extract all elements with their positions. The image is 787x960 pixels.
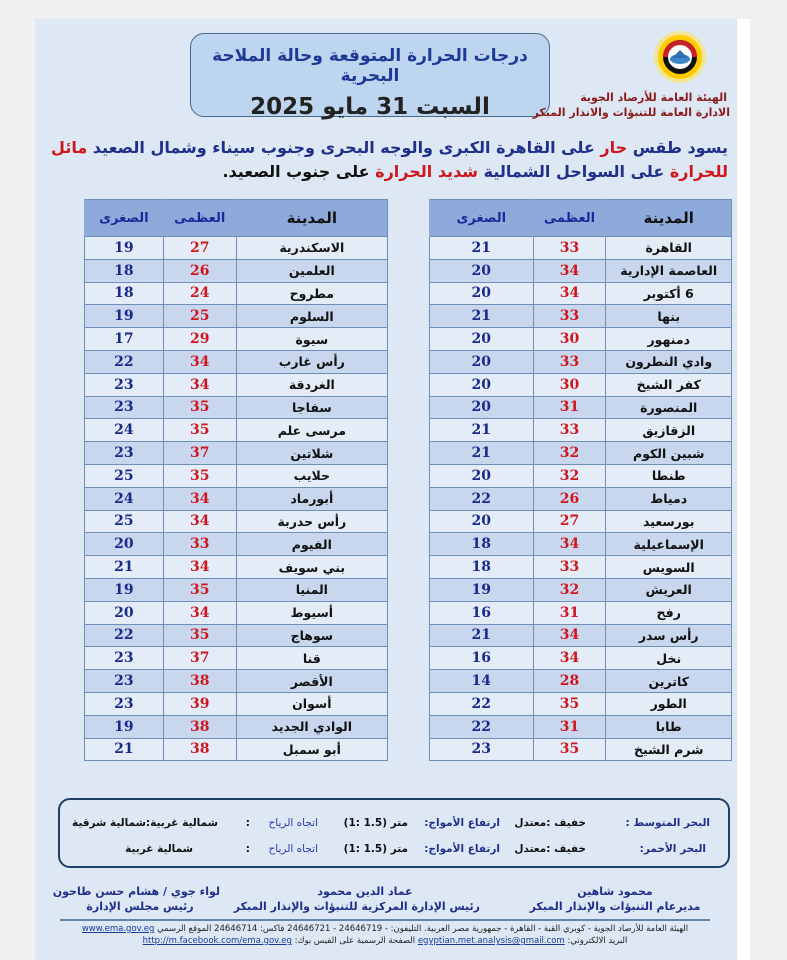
wave-height: (1: 1.5) متر (343, 843, 408, 855)
email-link[interactable]: egyptian.met.analysis@gmail.com (417, 936, 565, 946)
sea-row-red-sea (60, 843, 728, 863)
wind-label: اتجاه الرياح (268, 843, 318, 855)
facebook-label: الصفحة الرسمية على الفيس بوك: (291, 936, 416, 946)
city-cell: كفر الشيخ (606, 373, 732, 396)
email-label: البريد الالكتروني: (564, 936, 628, 946)
max-temp-cell: 38 (163, 738, 236, 761)
min-temp-cell: 22 (430, 487, 534, 510)
city-cell: أبورماد (236, 487, 387, 510)
max-temp-cell: 38 (163, 715, 236, 738)
min-temp-cell: 21 (85, 556, 164, 579)
max-temp-cell: 35 (163, 396, 236, 419)
max-temp-cell: 34 (533, 282, 606, 305)
city-cell: طنطا (606, 464, 732, 487)
min-temp-cell: 18 (85, 282, 164, 305)
table-row (430, 305, 732, 328)
max-temp-cell: 34 (163, 556, 236, 579)
max-temp-cell: 29 (163, 328, 236, 351)
wave-label: ارتفاع الأمواج: (424, 843, 500, 855)
column-header-min: الصغرى (85, 200, 164, 237)
sea-conditions-box (58, 798, 730, 868)
min-temp-cell: 16 (430, 601, 534, 624)
summary-highlight: شديد الحرارة (375, 162, 479, 181)
min-temp-cell: 21 (430, 624, 534, 647)
max-temp-cell: 37 (163, 647, 236, 670)
table-row (430, 647, 732, 670)
temperature-table-right (429, 199, 732, 761)
min-temp-cell: 21 (85, 738, 164, 761)
min-temp-cell: 23 (85, 373, 164, 396)
max-temp-cell: 32 (533, 442, 606, 465)
city-cell: سيوة (236, 328, 387, 351)
max-temp-cell: 35 (163, 578, 236, 601)
city-cell: سوهاج (236, 624, 387, 647)
table-row (85, 373, 388, 396)
footer-contact (50, 923, 720, 947)
city-cell: رفح (606, 601, 732, 624)
city-cell: الاسكندرية (236, 237, 387, 260)
table-row (85, 692, 388, 715)
footer-line-2 (50, 935, 720, 947)
city-cell: الغردقة (236, 373, 387, 396)
min-temp-cell: 17 (85, 328, 164, 351)
min-temp-cell: 18 (430, 556, 534, 579)
min-temp-cell: 25 (85, 510, 164, 533)
max-temp-cell: 31 (533, 715, 606, 738)
facebook-link[interactable]: http://m.facebook.com/ema.gov.eg (142, 936, 292, 946)
table-row (85, 487, 388, 510)
column-header-city: المدينة (606, 200, 732, 237)
min-temp-cell: 14 (430, 670, 534, 693)
city-cell: رأس حدربة (236, 510, 387, 533)
table-row (85, 419, 388, 442)
table-row (85, 738, 388, 761)
max-temp-cell: 33 (533, 237, 606, 260)
city-cell: العلمين (236, 259, 387, 282)
table-row (85, 647, 388, 670)
footer-divider (60, 919, 710, 921)
signatory-name: لواء جوي / هشام حسن طاحون (52, 885, 220, 898)
organization-name (533, 90, 730, 120)
max-temp-cell: 34 (163, 373, 236, 396)
min-temp-cell: 23 (85, 396, 164, 419)
wave-label: ارتفاع الأمواج: (424, 817, 500, 829)
signatory-title: مديرعام التنبؤات والإنذار المبكر (529, 900, 701, 913)
table-row (430, 419, 732, 442)
bulletin-date: السبت 31 مايو 2025 (250, 94, 490, 120)
city-cell: كاترين (606, 670, 732, 693)
city-cell: العاصمة الإدارية (606, 259, 732, 282)
min-temp-cell: 19 (85, 578, 164, 601)
table-row (85, 510, 388, 533)
max-temp-cell: 32 (533, 464, 606, 487)
table-row (85, 350, 388, 373)
max-temp-cell: 33 (533, 350, 606, 373)
website-link[interactable]: www.ema.gov.eg (81, 924, 155, 934)
wind-direction: شمالية غربية:شمالية شرقية (71, 817, 218, 829)
city-cell: الأقصر (236, 670, 387, 693)
max-temp-cell: 26 (163, 259, 236, 282)
summary-highlight: مائل للحرارة (51, 138, 728, 181)
max-temp-cell: 35 (163, 464, 236, 487)
min-temp-cell: 21 (430, 305, 534, 328)
table-row (430, 533, 732, 556)
signatory-title: رئيس الإدارة المركزية للتنبؤات والإنذار المبكر (233, 900, 480, 913)
city-cell: القاهرة (606, 237, 732, 260)
footer-address: الهيئة العامة للأرصاد الجوية - كوبري القبة - القاهرة - جمهورية مصر العربية. التليفون: - 24646719 - 24646721 فاكس: 24646714 الموقع الرسمي (157, 924, 689, 934)
min-temp-cell: 22 (430, 715, 534, 738)
max-temp-cell: 27 (533, 510, 606, 533)
footer-line-1 (50, 923, 720, 935)
city-cell: الفيوم (236, 533, 387, 556)
column-header-max: العظمى (533, 200, 606, 237)
min-temp-cell: 20 (430, 282, 534, 305)
table-row (85, 237, 388, 260)
city-cell: السويس (606, 556, 732, 579)
sea-name: البحر الأحمر: (639, 843, 706, 855)
city-cell: وادي النطرون (606, 350, 732, 373)
max-temp-cell: 33 (533, 556, 606, 579)
min-temp-cell: 24 (85, 487, 164, 510)
weather-summary (45, 136, 728, 184)
city-cell: طابا (606, 715, 732, 738)
city-cell: الوادي الجديد (236, 715, 387, 738)
min-temp-cell: 19 (85, 237, 164, 260)
min-temp-cell: 21 (430, 442, 534, 465)
summary-part: على القاهرة الكبرى والوجه البحرى وجنوب سيناء وشمال الصعيد (87, 138, 601, 157)
min-temp-cell: 23 (85, 442, 164, 465)
max-temp-cell: 39 (163, 692, 236, 715)
wind-direction: شمالية غربية (125, 843, 193, 855)
table-row (85, 259, 388, 282)
signature-1 (525, 884, 705, 914)
signatory-name: عماد الدين محمود (317, 885, 413, 898)
min-temp-cell: 20 (430, 464, 534, 487)
max-temp-cell: 34 (533, 624, 606, 647)
table-row (85, 533, 388, 556)
summary-part: على جنوب الصعيد. (222, 162, 376, 181)
min-temp-cell: 20 (430, 259, 534, 282)
max-temp-cell: 33 (533, 419, 606, 442)
city-cell: مطروح (236, 282, 387, 305)
min-temp-cell: 25 (85, 464, 164, 487)
min-temp-cell: 24 (85, 419, 164, 442)
max-temp-cell: 33 (163, 533, 236, 556)
table-row (430, 601, 732, 624)
city-cell: دمياط (606, 487, 732, 510)
max-temp-cell: 38 (163, 670, 236, 693)
city-cell: سفاجا (236, 396, 387, 419)
summary-part: يسود طقس (627, 138, 728, 157)
table-row (85, 601, 388, 624)
min-temp-cell: 23 (85, 647, 164, 670)
min-temp-cell: 20 (430, 373, 534, 396)
max-temp-cell: 34 (533, 533, 606, 556)
city-cell: 6 أكتوبر (606, 282, 732, 305)
table-row (430, 396, 732, 419)
city-cell: بورسعيد (606, 510, 732, 533)
max-temp-cell: 30 (533, 373, 606, 396)
min-temp-cell: 22 (430, 692, 534, 715)
max-temp-cell: 31 (533, 601, 606, 624)
sea-row-mediterranean (60, 817, 728, 837)
table-row (430, 624, 732, 647)
city-cell: قنا (236, 647, 387, 670)
city-cell: دمنهور (606, 328, 732, 351)
min-temp-cell: 19 (430, 578, 534, 601)
column-header-city: المدينة (236, 200, 387, 237)
city-cell: شلاتين (236, 442, 387, 465)
min-temp-cell: 22 (85, 350, 164, 373)
table-row (85, 464, 388, 487)
max-temp-cell: 34 (163, 601, 236, 624)
min-temp-cell: 20 (85, 533, 164, 556)
table-row (430, 442, 732, 465)
table-row (430, 259, 732, 282)
column-header-max: العظمى (163, 200, 236, 237)
min-temp-cell: 20 (430, 396, 534, 419)
max-temp-cell: 33 (533, 305, 606, 328)
table-row (430, 670, 732, 693)
ema-logo-icon (653, 30, 707, 84)
title-box (190, 33, 550, 120)
min-temp-cell: 18 (85, 259, 164, 282)
table-row (430, 510, 732, 533)
colon: : (245, 817, 250, 829)
max-temp-cell: 35 (533, 738, 606, 761)
max-temp-cell: 34 (163, 487, 236, 510)
city-cell: السلوم (236, 305, 387, 328)
max-temp-cell: 25 (163, 305, 236, 328)
city-cell: العريش (606, 578, 732, 601)
table-row (85, 670, 388, 693)
org-line-2: الادارة العامة للتنبؤات والانذار المبكر (532, 106, 730, 119)
city-cell: الإسماعيلية (606, 533, 732, 556)
city-cell: أسيوط (236, 601, 387, 624)
max-temp-cell: 26 (533, 487, 606, 510)
signature-3 (52, 884, 220, 914)
temperature-table-left (84, 199, 388, 761)
signatory-name: محمود شاهين (577, 885, 653, 898)
city-cell: الطور (606, 692, 732, 715)
table-row (430, 464, 732, 487)
wind-label: اتجاه الرياح (268, 817, 318, 829)
max-temp-cell: 34 (533, 647, 606, 670)
city-cell: شرم الشيخ (606, 738, 732, 761)
max-temp-cell: 35 (163, 624, 236, 647)
bulletin-title: درجات الحرارة المتوقعة وحالة الملاحة البحرية (212, 46, 528, 86)
page-edge (737, 19, 750, 960)
min-temp-cell: 23 (430, 738, 534, 761)
max-temp-cell: 34 (163, 510, 236, 533)
table-row (430, 373, 732, 396)
table-row (430, 738, 732, 761)
sea-name: البحر المتوسط : (625, 817, 710, 829)
max-temp-cell: 30 (533, 328, 606, 351)
min-temp-cell: 20 (430, 350, 534, 373)
table-row (85, 328, 388, 351)
table-row (85, 556, 388, 579)
table-row (85, 624, 388, 647)
min-temp-cell: 23 (85, 692, 164, 715)
min-temp-cell: 20 (430, 328, 534, 351)
sea-state: خفيف :معتدل (514, 843, 586, 855)
max-temp-cell: 35 (163, 419, 236, 442)
colon: : (245, 843, 250, 855)
table-row (85, 442, 388, 465)
column-header-min: الصغرى (430, 200, 534, 237)
max-temp-cell: 28 (533, 670, 606, 693)
max-temp-cell: 34 (163, 350, 236, 373)
min-temp-cell: 22 (85, 624, 164, 647)
min-temp-cell: 20 (430, 510, 534, 533)
max-temp-cell: 35 (533, 692, 606, 715)
org-line-1: الهيئة العامة للأرصاد الجوية (580, 91, 727, 104)
table-row (85, 396, 388, 419)
table-row (85, 715, 388, 738)
table-row (430, 237, 732, 260)
city-cell: رأس غارب (236, 350, 387, 373)
table-row (85, 282, 388, 305)
max-temp-cell: 37 (163, 442, 236, 465)
table-row (430, 282, 732, 305)
min-temp-cell: 21 (430, 419, 534, 442)
sea-state: خفيف :معتدل (514, 817, 586, 829)
city-cell: مرسى علم (236, 419, 387, 442)
city-cell: رأس سدر (606, 624, 732, 647)
summary-highlight: حار (600, 138, 628, 157)
table-row (430, 350, 732, 373)
city-cell: المنيا (236, 578, 387, 601)
signatory-title: رئيس مجلس الإدارة (86, 900, 194, 913)
table-row (430, 715, 732, 738)
signature-2 (233, 884, 480, 914)
table-row (430, 578, 732, 601)
city-cell: حلايب (236, 464, 387, 487)
city-cell: شبين الكوم (606, 442, 732, 465)
table-row (430, 692, 732, 715)
min-temp-cell: 20 (85, 601, 164, 624)
summary-part: على السواحل الشمالية (478, 162, 670, 181)
table-row (430, 487, 732, 510)
city-cell: بنها (606, 305, 732, 328)
max-temp-cell: 34 (533, 259, 606, 282)
min-temp-cell: 21 (430, 237, 534, 260)
table-row (430, 556, 732, 579)
wave-height: (1: 1.5) متر (343, 817, 408, 829)
city-cell: أسوان (236, 692, 387, 715)
city-cell: نخل (606, 647, 732, 670)
table-row (85, 305, 388, 328)
max-temp-cell: 32 (533, 578, 606, 601)
min-temp-cell: 23 (85, 670, 164, 693)
min-temp-cell: 18 (430, 533, 534, 556)
min-temp-cell: 19 (85, 715, 164, 738)
table-row (430, 328, 732, 351)
city-cell: بني سويف (236, 556, 387, 579)
max-temp-cell: 24 (163, 282, 236, 305)
city-cell: المنصورة (606, 396, 732, 419)
min-temp-cell: 16 (430, 647, 534, 670)
table-row (85, 578, 388, 601)
max-temp-cell: 31 (533, 396, 606, 419)
city-cell: الزقازيق (606, 419, 732, 442)
city-cell: أبو سمبل (236, 738, 387, 761)
max-temp-cell: 27 (163, 237, 236, 260)
min-temp-cell: 19 (85, 305, 164, 328)
